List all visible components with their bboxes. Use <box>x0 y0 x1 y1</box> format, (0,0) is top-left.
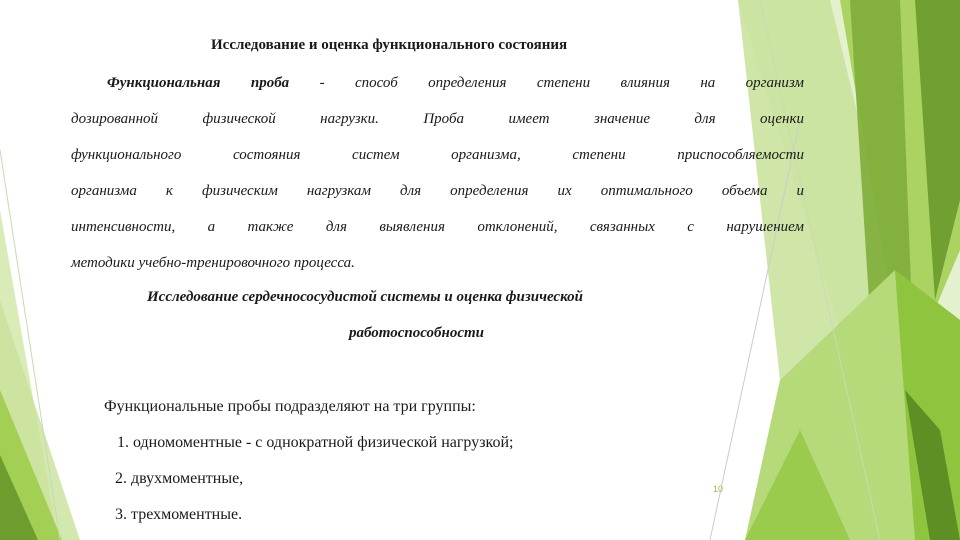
paragraph-line-6: методики учебно-тренировочного процесса. <box>71 255 355 271</box>
list-item: 3. трехмоментные. <box>115 506 243 523</box>
paragraph-line-5: интенсивности, а также для выявления отклонений, связанных с нарушением <box>71 219 804 235</box>
slide-title: Исследование и оценка функционального состояния <box>211 37 568 53</box>
paragraph-line-1 <box>107 73 804 93</box>
term-bold: Функциональная проба <box>107 75 290 91</box>
page-number: 10 <box>713 484 724 494</box>
section-subtitle-line-1: Исследование сердечнососудистой системы и оценка физической <box>147 289 583 305</box>
paragraph-line-1-text: - способ определения степени влияния на организм <box>289 75 804 91</box>
paragraph-line-2: дозированной физической нагрузки. Проба имеет значение для оценки <box>71 111 804 127</box>
list-item: 1. одномоментные - с однократной физической нагрузкой; <box>117 434 514 451</box>
paragraph-line-4: организма к физическим нагрузкам для определения их оптимального объема и <box>71 183 804 199</box>
section-subtitle-line-2: работоспособности <box>349 325 485 341</box>
groups-intro: Функциональные пробы подразделяют на три группы: <box>104 398 476 415</box>
paragraph-line-3: функционального состояния систем организма, степени приспособляемости <box>71 147 804 163</box>
list-item: 2. двухмоментные, <box>115 470 244 487</box>
